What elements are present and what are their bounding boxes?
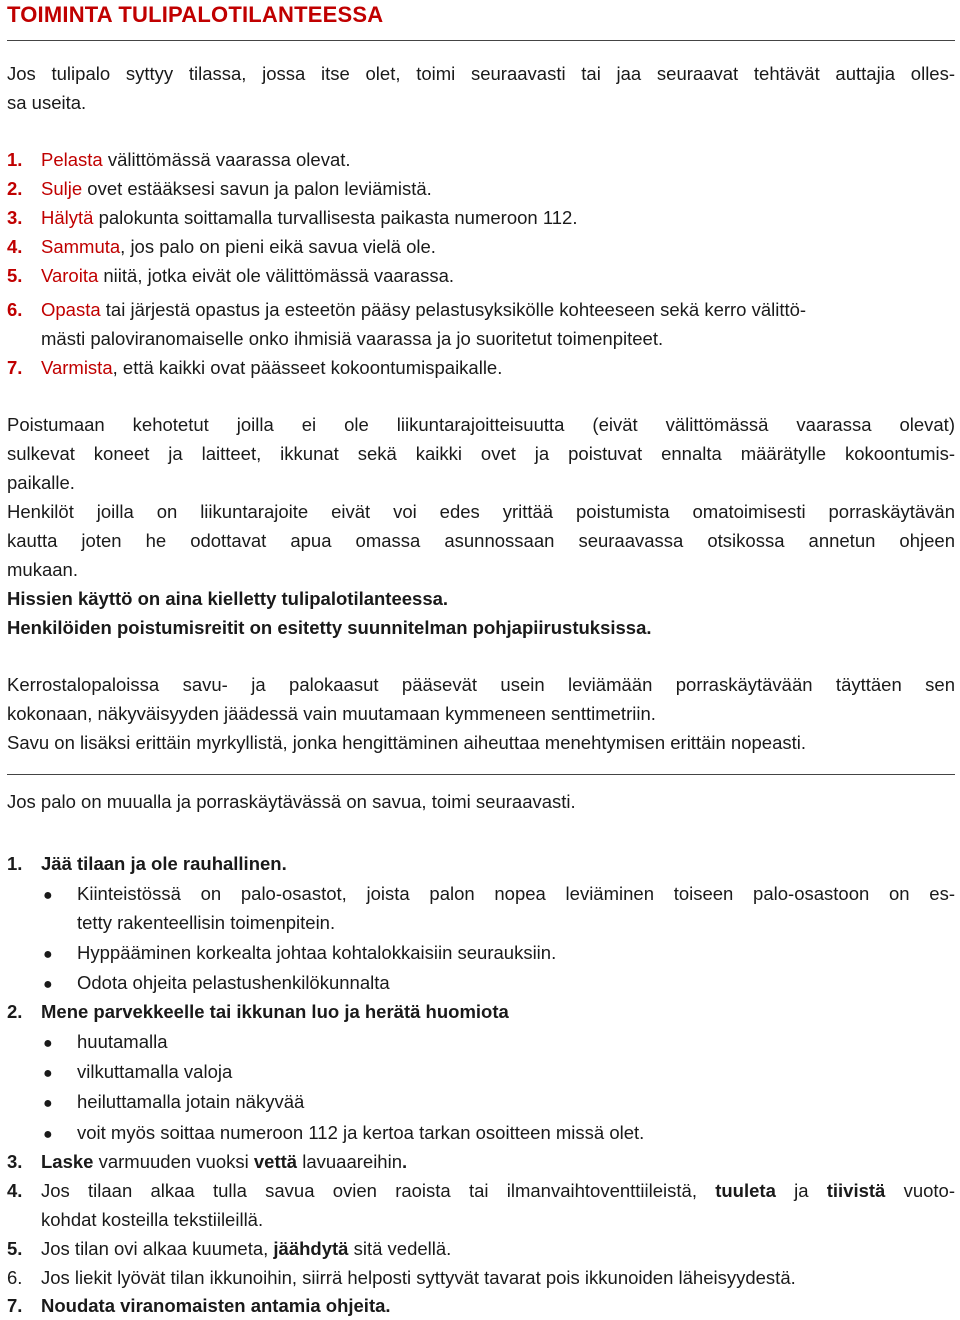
bullet-item: ● heiluttamalla jotain näkyvää — [43, 1087, 304, 1118]
paragraph-4: Savu on lisäksi erittäin myrkyllistä, jonka hengittäminen aiheuttaa menehtymisen erittäin nopeasti. — [7, 732, 806, 753]
paragraph-3-line-1: Kerrostalopaloissa savu- ja palokaasut pääsevät usein leviämään porraskäytävään täyttäen sen — [7, 674, 955, 695]
bullet-icon: ● — [43, 887, 53, 904]
paragraph-2-line-3: mukaan. — [7, 559, 78, 580]
smoke-step-7: 7. Noudata viranomaisten antamia ohjeita. — [7, 1295, 391, 1316]
intro-line-1: Jos tulipalo syttyy tilassa, jossa itse olet, toimi seuraavasti tai jaa seuraavat tehtävät auttajia olles- — [7, 63, 955, 84]
paragraph-2-line-1: Henkilöt joilla on liikuntarajoite eivät voi edes yrittää poistumista omatoimisesti porraskäytävän — [7, 501, 955, 522]
paragraph-1-line-3: paikalle. — [7, 472, 75, 493]
section-divider — [7, 774, 955, 775]
bullet-item: ● voit myös soittaa numeroon 112 ja kertoa tarkan osoitteen missä olet. — [43, 1118, 644, 1149]
bullet-icon: ● — [43, 1065, 53, 1082]
smoke-step-3: 3. Laske varmuuden vuoksi vettä lavuaareihin. — [7, 1151, 408, 1172]
smoke-intro: Jos palo on muualla ja porraskäytävässä on savua, toimi seuraavasti. — [7, 791, 576, 812]
step-6: 6. Opasta tai järjestä opastus ja esteetön pääsy pelastusyksikölle kohteeseen sekä kerro välittö- — [7, 299, 807, 320]
paragraph-1-line-1: Poistumaan kehotetut joilla ei ole liikuntarajoitteisuutta (eivät välittömässä vaarassa olevat) — [7, 414, 955, 435]
smoke-step-2: 2. Mene parvekkeelle tai ikkunan luo ja herätä huomiota — [7, 1001, 509, 1022]
step-6-continued: mästi paloviranomaiselle onko ihmisiä vaarassa ja jo suoritetut toimenpiteet. — [41, 328, 664, 349]
step-3: 3. Hälytä palokunta soittamalla turvallisesta paikasta numeroon 112. — [7, 207, 578, 228]
elevator-warning: Hissien käyttö on aina kielletty tulipalotilanteessa. — [7, 588, 449, 609]
intro-line-2: sa useita. — [7, 92, 87, 113]
smoke-step-4-continued: kohdat kosteilla tekstiileillä. — [41, 1209, 264, 1230]
page-title: TOIMINTA TULIPALOTILANTEESSA — [7, 2, 384, 27]
title-divider — [7, 40, 955, 41]
bullet-icon: ● — [43, 946, 53, 963]
paragraph-1-line-2: sulkevat koneet ja laitteet, ikkunat sekä kaikki ovet ja poistuvat ennalta määrätylle kokoontumis- — [7, 443, 955, 464]
step-5: 5. Varoita niitä, jotka eivät ole välittömässä vaarassa. — [7, 265, 455, 286]
bullet-icon: ● — [43, 1095, 53, 1112]
smoke-step-4: 4. Jos tilaan alkaa tulla savua ovien raoista tai ilmanvaihtoventtiileistä, tuuleta ja tiivistä vuoto- — [7, 1180, 955, 1201]
bullet-item: ● Hyppääminen korkealta johtaa kohtalokkaisiin seurauksiin. — [43, 938, 556, 969]
step-7: 7. Varmista, että kaikki ovat päässeet kokoontumispaikalle. — [7, 357, 503, 378]
step-4: 4. Sammuta, jos palo on pieni eikä savua vielä ole. — [7, 236, 436, 257]
bullet-icon: ● — [43, 1035, 53, 1052]
step-2: 2. Sulje ovet estääksesi savun ja palon leviämistä. — [7, 178, 432, 199]
bullet-item: ● vilkuttamalla valoja — [43, 1057, 232, 1088]
step-1: 1. Pelasta välittömässä vaarassa olevat. — [7, 149, 351, 170]
bullet-item: ● Odota ohjeita pelastushenkilökunnalta — [43, 968, 390, 999]
bullet-item: ● huutamalla — [43, 1027, 168, 1058]
bullet-item-continued: tetty rakenteellisin toimenpitein. — [77, 912, 336, 933]
paragraph-3-line-2: kokonaan, näkyväisyyden jäädessä vain muutamaan kymmeneen senttimetriin. — [7, 703, 656, 724]
bullet-icon: ● — [43, 1126, 53, 1143]
paragraph-2-line-2: kautta joten he odottavat apua omassa asunnossaan seuraavassa otsikossa annetun ohjeen — [7, 530, 955, 551]
escape-routes-note: Henkilöiden poistumisreitit on esitetty suunnitelman pohjapiirustuksissa. — [7, 617, 652, 638]
smoke-step-5: 5. Jos tilan ovi alkaa kuumeta, jäähdytä sitä vedellä. — [7, 1238, 452, 1259]
bullet-icon: ● — [43, 976, 53, 993]
smoke-step-6: 6. Jos liekit lyövät tilan ikkunoihin, siirrä helposti syttyvät tavarat pois ikkunoiden läheisyydestä. — [7, 1267, 796, 1288]
smoke-step-1: 1. Jää tilaan ja ole rauhallinen. — [7, 853, 287, 874]
bullet-item: ● Kiinteistössä on palo-osastot, joista palon nopea leviäminen toiseen palo-osastoon on es- — [43, 879, 955, 910]
